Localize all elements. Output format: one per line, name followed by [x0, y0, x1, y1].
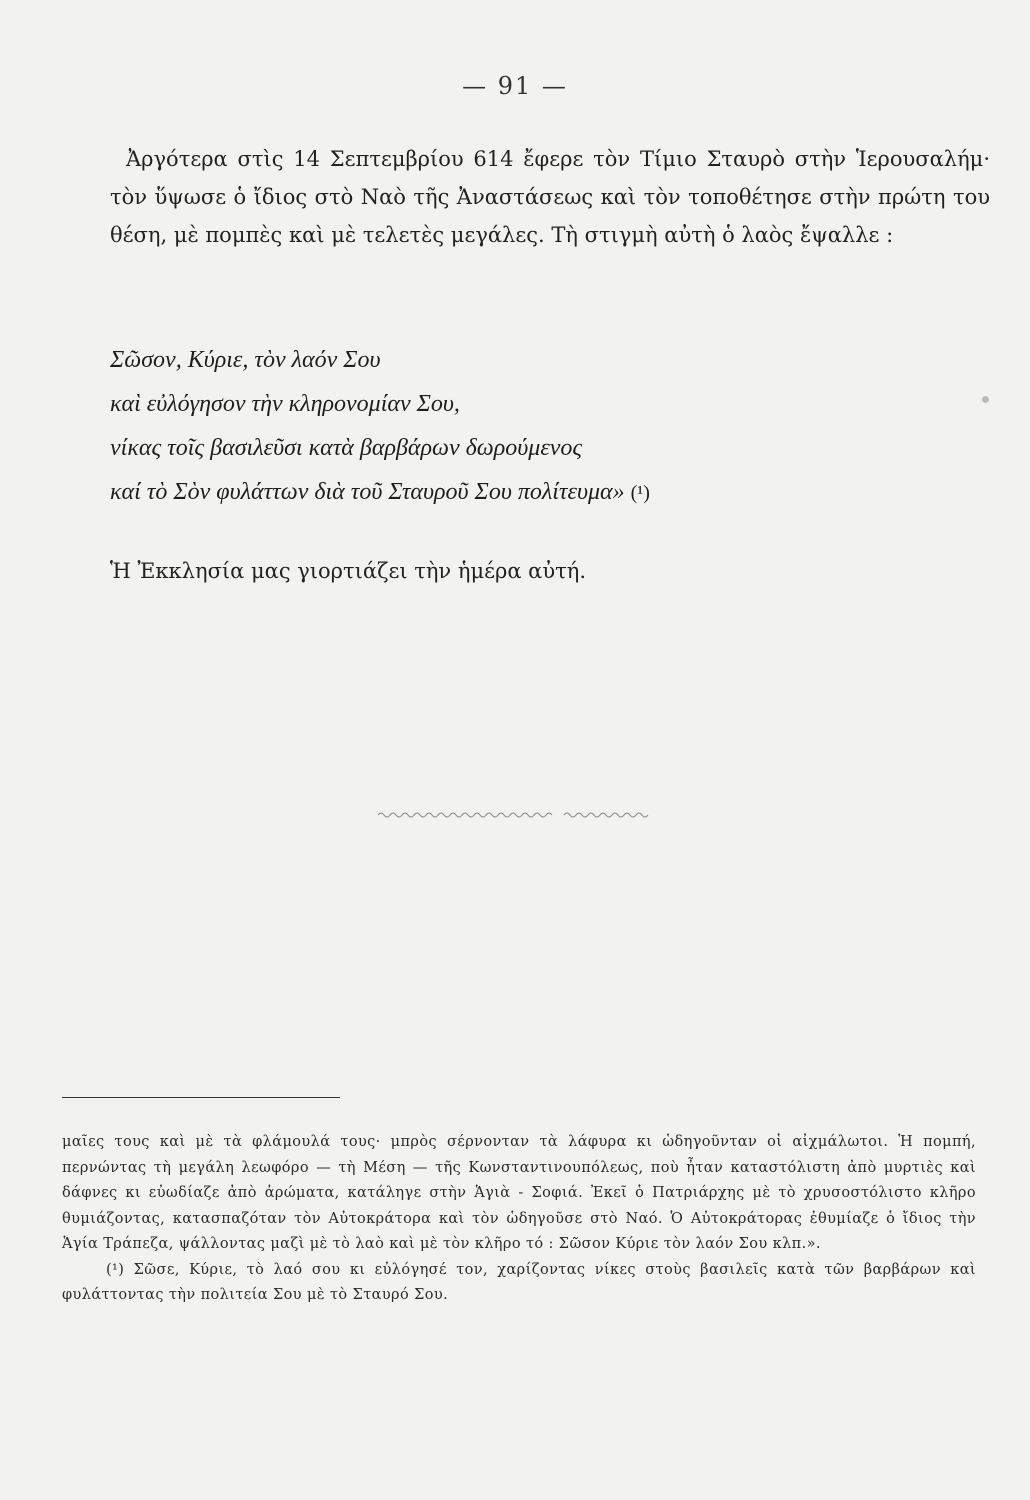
hymn-line-3: νίκας τοῖς βασιλεῦσι κατὰ βαρβάρων δωρούμενος [110, 435, 583, 461]
page-number: — 91 — [462, 72, 568, 100]
wavy-separator [378, 808, 654, 822]
body-paragraph [110, 140, 990, 254]
body-paragraph-text: Ἀργότερα στὶς 14 Σεπτεμβρίου 614 ἔφερε τὸν Τίμιο Σταυρὸ στὴν Ἱερουσαλήμ· τὸν ὕψωσε ὁ ἴδιος στὸ Ναὸ τῆς Ἀναστάσεως καὶ τὸν τοποθέτησε στὴν πρώτη του θέση, μὲ πομπὲς καὶ μὲ τελετὲς μεγάλες. Τὴ στιγμὴ αὐτὴ ὁ λαὸς ἔψαλλε : [110, 147, 990, 247]
footnotes-block [62, 1130, 976, 1309]
footnote-reference: (¹) [630, 482, 650, 504]
hymn-line-4 [110, 470, 1000, 515]
footnote-divider [62, 1097, 340, 1098]
hymn-quote [110, 338, 1000, 515]
footnote-1-text: Σῶσε, Κύριε, τὸ λαό σου κι εὐλόγησέ τον, χαρίζοντας νίκες στοὺς βασιλεῖς κατὰ τῶν βαρβάρων καὶ φυλάττοντας τὴν πολιτεία Σου μὲ τὸ Σταυρό Σου. [62, 1261, 976, 1303]
church-sentence: Ἡ Ἐκκλησία μας γιορτιάζει τὴν ἡμέρα αὐτή. [110, 559, 587, 583]
hymn-line-1: Σῶσον, Κύριε, τὸν λαόν Σου [110, 347, 381, 373]
hymn-line-2: καὶ εὐλόγησον τὴν κληρονομίαν Σου, [110, 391, 460, 417]
footnote-1 [62, 1258, 976, 1309]
hymn-line-4-text: καί τὸ Σὸν φυλάττων διὰ τοῦ Σταυροῦ Σου πολίτευμα» [110, 479, 625, 505]
footnote-continuation: μαῖες τους καὶ μὲ τὰ φλάμουλά τους· μπρὸς σέρνονταν τὰ λάφυρα κι ὡδηγοῦνταν οἱ αἰχμάλωτοι. Ἡ πομπή, περνώντας τὴ μεγάλη λεωφόρο — τὴ Μέση — τῆς Κωνσταντινουπόλεως, ποὺ ἦταν καταστόλιστη ἀπὸ μυρτιὲς καὶ δάφνες κι εὐωδίαζε ἀπὸ ἀρώματα, κατάληγε στὴν Ἁγιὰ - Σοφιά. Ἐκεῖ ὁ Πατριάρχης μὲ τὸ χρυσοστόλιστο κλῆρο θυμιάζοντας, κατασπαζόταν τὸν Αὐτοκράτορα καὶ τὸν ὡδηγοῦσε στὸ Ναό. Ὁ Αὐτοκράτορας ἐθυμίαζε ὁ ἴδιος τὴν Ἁγία Τράπεζα, ψάλλοντας μαζὶ μὲ τὸ λαὸ καὶ μὲ τὸν κλῆρο τό : Σῶσον Κύριε τὸν λαόν Σου κλπ.». [62, 1134, 976, 1252]
paper-speck [982, 396, 989, 403]
footnote-1-marker: (¹) [106, 1261, 125, 1278]
